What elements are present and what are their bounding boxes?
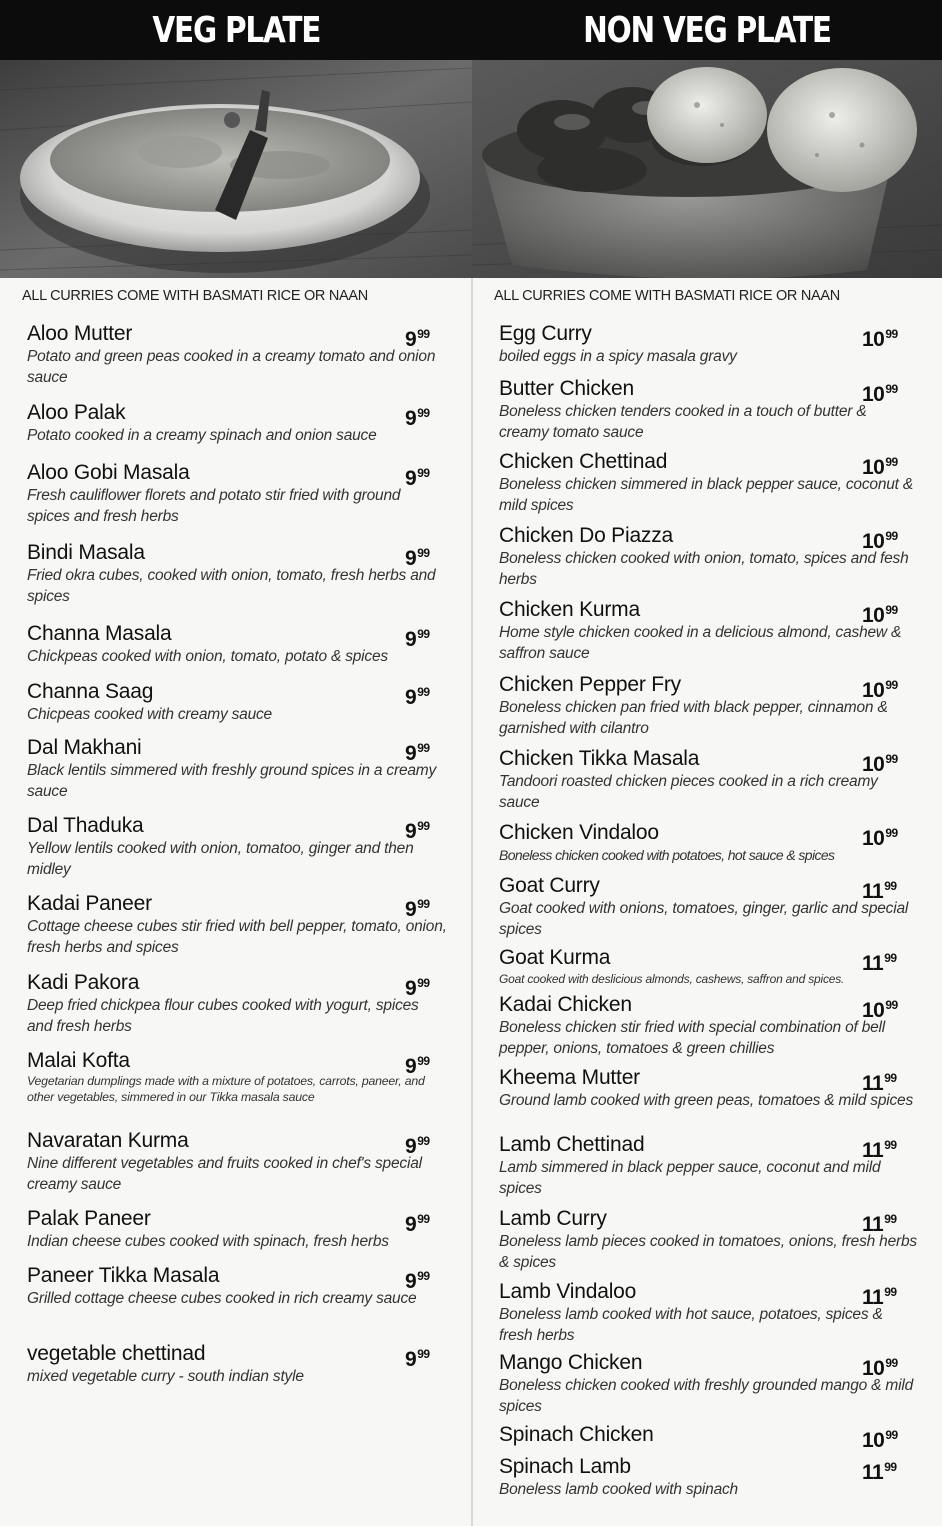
veg-plate-banner <box>0 0 472 60</box>
price-dollars: 9 <box>405 977 417 1000</box>
price-cents: 99 <box>885 752 898 766</box>
price-cents: 99 <box>885 382 898 396</box>
price-dollars: 9 <box>405 898 417 921</box>
price-cents: 99 <box>417 1347 430 1361</box>
menu-item-price <box>862 1207 897 1237</box>
price-cents: 99 <box>417 897 430 911</box>
menu-item-name: Chicken Vindaloo <box>499 821 659 844</box>
menu-item-name: Butter Chicken <box>499 377 634 400</box>
price-dollars: 11 <box>862 952 884 975</box>
menu-item-name: Spinach Lamb <box>499 1455 631 1478</box>
price-dollars: 9 <box>405 1348 417 1371</box>
menu-item-name: Spinach Chicken <box>499 1423 654 1446</box>
menu-item-price <box>862 1455 897 1485</box>
menu-item-description: Boneless chicken stir fried with special combination of bell pepper, onions, tomatoes & green chillies <box>499 1019 886 1057</box>
price-dollars: 10 <box>862 456 885 479</box>
menu-item-description: Goat cooked with deslicious almonds, cashews, saffron and spices. <box>499 972 845 986</box>
menu-item <box>0 401 447 446</box>
menu-item-description: Potato and green peas cooked in a creamy tomato and onion sauce <box>27 348 436 386</box>
menu-item-price <box>862 322 898 352</box>
nonveg-plate-banner <box>472 0 942 60</box>
price-cents: 99 <box>885 1428 898 1442</box>
menu-item-name: Kheema Mutter <box>499 1066 640 1089</box>
menu-item-price <box>862 450 898 480</box>
menu-item-price <box>862 946 897 976</box>
price-dollars: 11 <box>862 1139 884 1162</box>
menu-item-description: Deep fried chickpea flour cubes cooked with yogurt, spices and fresh herbs <box>27 997 419 1035</box>
menu-item <box>0 1264 447 1309</box>
menu-item-price <box>862 1351 898 1381</box>
price-cents: 99 <box>884 1071 897 1085</box>
menu-item-name: Kadai Paneer <box>27 892 152 915</box>
menu-item-name: Chicken Kurma <box>499 598 640 621</box>
menu-item-price <box>862 1280 897 1310</box>
menu-item-name: vegetable chettinad <box>27 1342 206 1365</box>
menu-item-name: Goat Curry <box>499 874 600 897</box>
price-dollars: 10 <box>862 753 885 776</box>
price-cents: 99 <box>884 879 897 893</box>
menu-item <box>472 1207 919 1273</box>
price-cents: 99 <box>417 819 430 833</box>
menu-item-price <box>405 541 430 571</box>
price-dollars: 9 <box>405 686 417 709</box>
menu-item-description: Boneless chicken cooked with freshly grounded mango & mild spices <box>499 1377 914 1415</box>
menu-item-name: Bindi Masala <box>27 541 145 564</box>
price-dollars: 9 <box>405 628 417 651</box>
price-cents: 99 <box>417 546 430 560</box>
menu-item-name: Dal Makhani <box>27 736 142 759</box>
menu-item-description: Black lentils simmered with freshly ground spices in a creamy sauce <box>27 762 437 800</box>
menu-item <box>472 1423 898 1452</box>
price-dollars: 9 <box>405 547 417 570</box>
menu-item-description: Lamb simmered in black pepper sauce, coconut and mild spices <box>499 1159 881 1197</box>
price-dollars: 9 <box>405 1270 417 1293</box>
price-dollars: 9 <box>405 1213 417 1236</box>
menu-item-description: Home style chicken cooked in a delicious almond, cashew & saffron sauce <box>499 624 902 662</box>
menu-item-description: Ground lamb cooked with green peas, tomatoes & mild spices <box>499 1092 914 1109</box>
menu-item-name: Aloo Palak <box>27 401 126 424</box>
menu-item-price <box>405 1129 430 1159</box>
menu-item-description: Boneless chicken cooked with potatoes, hot sauce & spices <box>499 847 835 863</box>
menu-item <box>472 673 919 739</box>
menu-item <box>472 524 919 590</box>
veg-plate-title: VEG PLATE <box>152 9 320 51</box>
menu-item-description: Fried okra cubes, cooked with onion, tomato, fresh herbs and spices <box>27 567 436 605</box>
price-dollars: 9 <box>405 1055 417 1078</box>
menu-item-name: Chicken Do Piazza <box>499 524 674 547</box>
menu-item <box>0 1207 447 1252</box>
menu-item-price <box>405 1049 430 1079</box>
menu-item <box>472 1455 919 1500</box>
nonveg-plate-note: ALL CURRIES COME WITH BASMATI RICE OR NAAN <box>494 288 840 304</box>
price-cents: 99 <box>417 1212 430 1226</box>
price-dollars: 9 <box>405 820 417 843</box>
menu-item-name: Paneer Tikka Masala <box>27 1264 220 1287</box>
menu-item <box>0 1129 447 1195</box>
menu-item-price <box>862 1133 897 1163</box>
menu-item-price <box>862 747 898 777</box>
menu-item-description: Boneless chicken pan fried with black pepper, cinnamon & garnished with cilantro <box>499 699 888 737</box>
menu-item-description: Boneless lamb pieces cooked in tomatoes, onions, fresh herbs & spices <box>499 1233 917 1271</box>
menu-item-description: Boneless chicken simmered in black pepper sauce, coconut & mild spices <box>499 476 914 514</box>
menu-item-price <box>405 461 430 491</box>
price-dollars: 9 <box>405 407 417 430</box>
menu-item-price <box>405 1207 430 1237</box>
veg-plate-note: ALL CURRIES COME WITH BASMATI RICE OR NAAN <box>22 288 368 304</box>
menu-item-name: Aloo Gobi Masala <box>27 461 190 484</box>
menu-item <box>472 1133 919 1199</box>
price-dollars: 11 <box>862 1286 884 1309</box>
menu-item-name: Kadi Pakora <box>27 971 140 994</box>
price-dollars: 10 <box>862 1357 885 1380</box>
price-cents: 99 <box>417 685 430 699</box>
nonveg-plate-column <box>472 0 942 1526</box>
menu-item <box>0 1342 447 1387</box>
price-cents: 99 <box>885 455 898 469</box>
menu-item-name: Lamb Vindaloo <box>499 1280 637 1303</box>
price-cents: 99 <box>884 1285 897 1299</box>
price-dollars: 11 <box>862 880 884 903</box>
price-cents: 99 <box>885 1356 898 1370</box>
menu-item-name: Dal Thaduka <box>27 814 144 837</box>
price-cents: 99 <box>417 1134 430 1148</box>
menu-item-price <box>862 377 898 407</box>
menu-item-description: Fresh cauliflower florets and potato stir fried with ground spices and fresh herbs <box>27 487 401 525</box>
menu-item <box>472 450 919 516</box>
menu-item <box>0 971 447 1037</box>
price-dollars: 9 <box>405 328 417 351</box>
price-cents: 99 <box>884 1212 897 1226</box>
menu-item-description: Boneless chicken cooked with onion, tomato, spices and fesh herbs <box>499 550 909 588</box>
menu-item <box>0 892 447 958</box>
menu-item-price <box>862 524 898 554</box>
menu-item-name: Navaratan Kurma <box>27 1129 189 1152</box>
menu-item-description: Tandoori roasted chicken pieces cooked in a rich creamy sauce <box>499 773 878 811</box>
price-cents: 99 <box>884 1138 897 1152</box>
veg-curry-photo <box>0 60 472 278</box>
price-cents: 99 <box>417 406 430 420</box>
menu-item <box>472 322 919 367</box>
nonveg-plate-title: NON VEG PLATE <box>583 9 831 51</box>
price-dollars: 10 <box>862 999 885 1022</box>
menu-item-price <box>862 874 897 904</box>
price-cents: 99 <box>417 1269 430 1283</box>
menu-item-name: Aloo Mutter <box>27 322 133 345</box>
menu-item <box>472 1066 919 1111</box>
menu-item-description: mixed vegetable curry - south indian style <box>27 1368 304 1385</box>
menu-item-name: Channa Masala <box>27 622 172 645</box>
menu-item-description: Grilled cottage cheese cubes cooked in rich creamy sauce <box>27 1290 417 1307</box>
menu-item-name: Mango Chicken <box>499 1351 643 1374</box>
price-dollars: 10 <box>862 383 885 406</box>
menu-item-description: Nine different vegetables and fruits cooked in chef's special creamy sauce <box>27 1155 422 1193</box>
menu-item <box>472 377 919 443</box>
menu-item-price <box>862 1423 898 1453</box>
menu-item <box>472 874 919 940</box>
menu-item-description: Boneless lamb cooked with hot sauce, potatoes, spices & fresh herbs <box>499 1306 883 1344</box>
menu-item <box>0 1049 447 1105</box>
menu-item-price <box>862 673 898 703</box>
menu-item-price <box>862 598 898 628</box>
menu-item <box>472 993 919 1059</box>
menu-item <box>0 541 447 607</box>
menu-item <box>472 946 919 988</box>
price-dollars: 11 <box>862 1461 884 1484</box>
price-dollars: 9 <box>405 742 417 765</box>
menu-item-name: Chicken Pepper Fry <box>499 673 681 696</box>
menu-item-price <box>405 401 430 431</box>
menu-item-name: Malai Kofta <box>27 1049 130 1072</box>
menu-item-price <box>405 680 430 710</box>
menu-item-price <box>405 1264 430 1294</box>
price-dollars: 10 <box>862 827 885 850</box>
menu-item <box>0 322 447 388</box>
price-dollars: 9 <box>405 467 417 490</box>
menu-item <box>0 680 447 725</box>
menu-item-name: Goat Kurma <box>499 946 611 969</box>
price-dollars: 9 <box>405 1135 417 1158</box>
price-dollars: 10 <box>862 530 885 553</box>
price-cents: 99 <box>885 529 898 543</box>
menu-item-description: Boneless lamb cooked with spinach <box>499 1481 738 1498</box>
menu-item-price <box>405 1342 430 1372</box>
menu-item-price <box>862 821 898 851</box>
menu-item-price <box>405 814 430 844</box>
menu-item <box>0 814 447 880</box>
menu-item-name: Lamb Chettinad <box>499 1133 645 1156</box>
price-cents: 99 <box>417 627 430 641</box>
menu-item-description: Potato cooked in a creamy spinach and onion sauce <box>27 427 377 444</box>
menu-item-price <box>862 1066 897 1096</box>
price-dollars: 10 <box>862 679 885 702</box>
menu-item-name: Chicken Tikka Masala <box>499 747 700 770</box>
menu-item-price <box>405 736 430 766</box>
price-cents: 99 <box>885 826 898 840</box>
menu-item <box>472 1351 919 1417</box>
menu-item-name: Lamb Curry <box>499 1207 607 1230</box>
price-cents: 99 <box>417 327 430 341</box>
menu-item-name: Chicken Chettinad <box>499 450 668 473</box>
menu-item-description: boiled eggs in a spicy masala gravy <box>499 348 737 365</box>
menu-item-description: Chickpeas cooked with onion, tomato, potato & spices <box>27 648 388 665</box>
menu-item-price <box>405 971 430 1001</box>
menu-item-description: Indian cheese cubes cooked with spinach, fresh herbs <box>27 1233 389 1250</box>
menu-item-price <box>405 322 430 352</box>
menu-item-description: Goat cooked with onions, tomatoes, ginger, garlic and special spices <box>499 900 909 938</box>
menu-item-description: Yellow lentils cooked with onion, tomatoo, ginger and then midley <box>27 840 414 878</box>
menu-item-price <box>405 892 430 922</box>
price-cents: 99 <box>884 951 897 965</box>
price-dollars: 10 <box>862 328 885 351</box>
menu-item-description: Boneless chicken tenders cooked in a touch of butter & creamy tomato sauce <box>499 403 867 441</box>
menu-item-name: Channa Saag <box>27 680 154 703</box>
price-cents: 99 <box>885 327 898 341</box>
price-cents: 99 <box>417 976 430 990</box>
menu-item-description: Cottage cheese cubes stir fried with bell pepper, tomato, onion, fresh herbs and spices <box>27 918 447 956</box>
price-cents: 99 <box>885 603 898 617</box>
price-cents: 99 <box>417 466 430 480</box>
price-cents: 99 <box>885 998 898 1012</box>
price-dollars: 10 <box>862 604 885 627</box>
price-dollars: 11 <box>862 1072 884 1095</box>
menu-item <box>472 598 919 664</box>
price-cents: 99 <box>417 741 430 755</box>
menu-item <box>0 622 447 667</box>
price-dollars: 11 <box>862 1213 884 1236</box>
menu-item-name: Egg Curry <box>499 322 592 345</box>
menu-item <box>0 461 447 527</box>
menu-item <box>0 736 447 802</box>
menu-item <box>472 1280 919 1346</box>
menu-item <box>472 747 919 813</box>
price-cents: 99 <box>417 1054 430 1068</box>
nonveg-curry-photo <box>472 60 942 278</box>
price-cents: 99 <box>885 678 898 692</box>
price-dollars: 10 <box>862 1429 885 1452</box>
menu-item-price <box>405 622 430 652</box>
menu-item <box>472 821 919 866</box>
menu-item-description: Vegetarian dumplings made with a mixture of potatoes, carrots, paneer, and other vegetables, simmered in our Tikka masala sauce <box>27 1074 425 1104</box>
menu-item-price <box>862 993 898 1023</box>
menu-item-description: Chicpeas cooked with creamy sauce <box>27 706 272 723</box>
price-cents: 99 <box>884 1460 897 1474</box>
menu-item-name: Palak Paneer <box>27 1207 151 1230</box>
menu-item-name: Kadai Chicken <box>499 993 632 1016</box>
